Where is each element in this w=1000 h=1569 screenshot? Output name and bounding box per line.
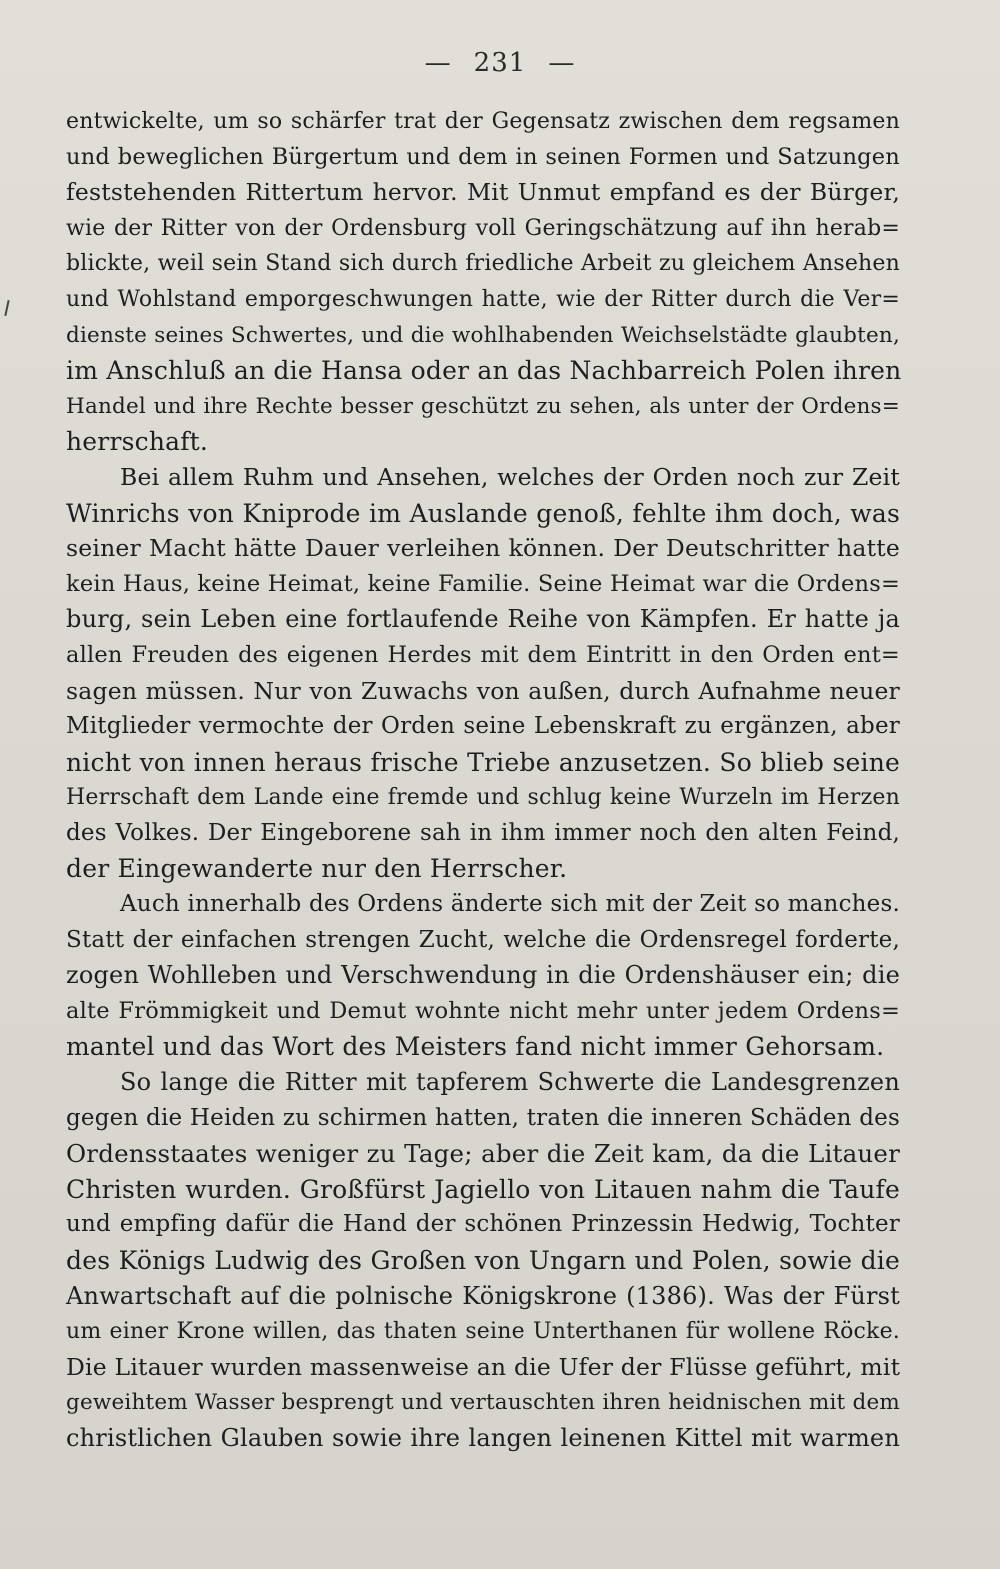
text-line: der Eingewanderte nur den Herrscher.: [66, 854, 568, 884]
text-line: So lange die Ritter mit tapferem Schwerte die Landesgrenzen: [120, 1068, 900, 1097]
text-line: Die Litauer wurden massenweise an die Ufer der Flüsse geführt, mit: [66, 1352, 901, 1381]
text-line: christlichen Glauben sowie ihre langen leinenen Kittel mit warmen: [66, 1423, 900, 1452]
text-line: Anwartschaft auf die polnische Königskrone (1386). Was der Fürst: [66, 1281, 900, 1310]
text-line: herrschaft.: [66, 427, 209, 457]
text-line: geweihtem Wasser besprengt und vertauschten ihren heidnischen mit dem: [66, 1390, 900, 1416]
text-line: Ordensstaates weniger zu Tage; aber die Zeit kam, da die Litauer: [66, 1139, 900, 1169]
text-line: burg, sein Leben eine fortlaufende Reihe von Kämpfen. Er hatte ja: [66, 605, 900, 634]
text-line: nicht von innen heraus frische Triebe anzusetzen. So blieb seine: [66, 747, 900, 777]
text-line: wie der Ritter von der Ordensburg voll Geringschätzung auf ihn herab=: [66, 215, 900, 241]
text-line: Auch innerhalb des Ordens änderte sich mit der Zeit so manches.: [120, 891, 900, 918]
page-number: 231: [473, 48, 527, 78]
text-line: gegen die Heiden zu schirmen hatten, traten die inneren Schäden des: [66, 1104, 900, 1131]
text-line: sagen müssen. Nur von Zuwachs von außen, durch Aufnahme neuer: [66, 676, 900, 705]
text-line: allen Freuden des eigenen Herdes mit dem Eintritt in den Orden ent=: [66, 641, 900, 668]
text-line: Statt der einfachen strengen Zucht, welche die Ordensregel forderte,: [66, 926, 900, 953]
text-line: und Wohlstand emporgeschwungen hatte, wie der Ritter durch die Ver=: [66, 286, 900, 312]
text-line: und empfing dafür die Hand der schönen Prinzessin Hedwig, Tochter: [66, 1211, 900, 1238]
text-line: und beweglichen Bürgertum und dem in seinen Formen und Satzungen: [66, 143, 900, 170]
text-line: des Volkes. Der Eingeborene sah in ihm immer noch den alten Feind,: [66, 819, 900, 846]
text-line: kein Haus, keine Heimat, keine Familie. Seine Heimat war die Ordens=: [66, 570, 900, 597]
text-line: Handel und ihre Rechte besser geschützt zu sehen, als unter der Ordens=: [66, 393, 900, 419]
text-line: entwickelte, um so schärfer trat der Gegensatz zwischen dem regsamen: [66, 109, 900, 134]
header-dash-right: —: [548, 48, 576, 78]
text-line: mantel und das Wort des Meisters fand nicht immer Gehorsam.: [66, 1032, 885, 1062]
page-header: [0, 48, 1000, 78]
text-line: des Königs Ludwig des Großen von Ungarn und Polen, sowie die: [66, 1246, 900, 1275]
text-line: Herrschaft dem Lande eine fremde und schlug keine Wurzeln im Herzen: [66, 785, 900, 811]
header-dash-left: —: [424, 48, 452, 78]
text-line: alte Frömmigkeit und Demut wohnte nicht mehr unter jedem Ordens=: [66, 997, 900, 1024]
margin-pencil-mark: [4, 300, 9, 316]
text-line: Christen wurden. Großfürst Jagiello von Litauen nahm die Taufe: [66, 1174, 900, 1204]
text-line: Mitglieder vermochte der Orden seine Lebenskraft zu ergänzen, aber: [66, 713, 900, 740]
text-line: blickte, weil sein Stand sich durch friedliche Arbeit zu gleichem Ansehen: [66, 251, 900, 277]
text-line: im Anschluß an die Hansa oder an das Nachbarreich Polen ihren: [66, 356, 902, 386]
body-text: [66, 104, 900, 1457]
text-line: Bei allem Ruhm und Ansehen, welches der Orden noch zur Zeit: [120, 462, 900, 491]
text-line: um einer Krone willen, das thaten seine Unterthanen für wollene Röcke.: [66, 1319, 900, 1345]
text-line: zogen Wohlleben und Verschwendung in die Ordenshäuser ein; die: [66, 961, 900, 990]
text-line: seiner Macht hätte Dauer verleihen können. Der Deutschritter hatte: [66, 534, 900, 563]
text-line: Winrichs von Kniprode im Auslande genoß, fehlte ihm doch, was: [66, 498, 900, 528]
text-line: feststehenden Rittertum hervor. Mit Unmut empfand es der Bürger,: [66, 178, 900, 207]
text-line: dienste seines Schwertes, und die wohlhabenden Weichselstädte glaubten,: [66, 322, 900, 348]
